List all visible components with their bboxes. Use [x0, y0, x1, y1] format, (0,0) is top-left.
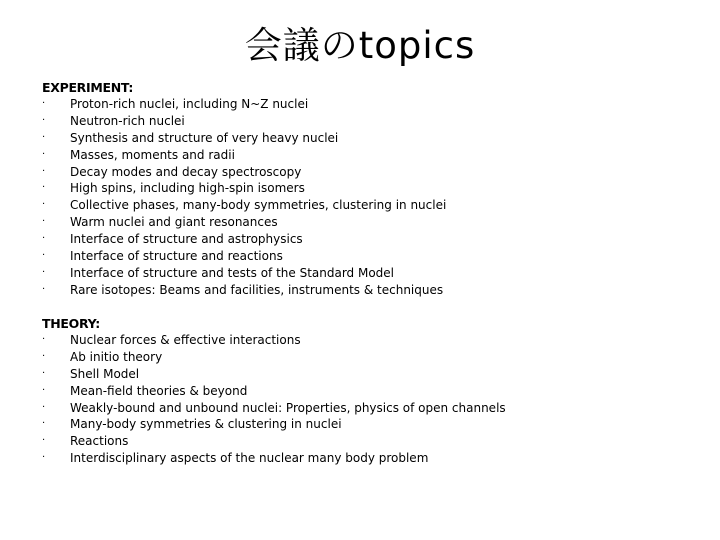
list-item: [42, 214, 712, 231]
experiment-list: [42, 96, 712, 299]
list-item: [42, 248, 712, 265]
list-item: [42, 416, 712, 433]
bullet-icon: ·: [42, 283, 46, 295]
list-item: [42, 147, 712, 164]
list-item-text: Nuclear forces & effective interactions: [70, 333, 301, 347]
bullet-icon: ·: [42, 418, 46, 430]
list-item: [42, 400, 712, 417]
list-item: [42, 180, 712, 197]
theory-section: [42, 315, 712, 467]
list-item-text: Interface of structure and reactions: [70, 249, 283, 264]
list-item-text: Masses, moments and radii: [70, 147, 235, 162]
bullet-icon: ·: [42, 98, 46, 109]
list-item-text: Neutron-rich nuclei: [70, 113, 185, 128]
bullet-icon: ·: [42, 334, 46, 345]
bullet-icon: ·: [42, 367, 46, 379]
list-item: [42, 113, 712, 130]
list-item: [42, 332, 712, 349]
list-item: [42, 383, 712, 400]
bullet-icon: ·: [42, 216, 46, 228]
list-item-text: Mean-field theories & beyond: [70, 383, 248, 398]
list-item: [42, 265, 712, 282]
list-item: [42, 282, 712, 299]
bullet-icon: ·: [42, 233, 46, 245]
list-item-text: Weakly-bound and unbound nuclei: Properties, physics of open channels: [70, 400, 506, 415]
list-item: [42, 366, 712, 383]
bullet-icon: ·: [42, 452, 46, 464]
list-item: [42, 197, 712, 214]
bullet-icon: ·: [42, 165, 46, 177]
list-item: [42, 433, 712, 450]
bullet-icon: ·: [42, 199, 46, 211]
list-item-text: Interface of structure and astrophysics: [70, 232, 303, 247]
bullet-icon: ·: [42, 266, 46, 278]
bullet-icon: ·: [42, 384, 46, 396]
list-item-text: Synthesis and structure of very heavy nuclei: [70, 130, 339, 145]
bullet-icon: ·: [42, 182, 46, 194]
bullet-icon: ·: [42, 114, 46, 126]
list-item-text: Proton-rich nuclei, including N~Z nuclei: [70, 97, 309, 111]
bullet-icon: ·: [42, 148, 46, 160]
list-item-text: Shell Model: [70, 366, 140, 381]
list-item: [42, 349, 712, 366]
experiment-section: [42, 79, 712, 299]
experiment-heading: EXPERIMENT:: [42, 80, 134, 95]
list-item-text: Collective phases, many-body symmetries, clustering in nuclei: [70, 198, 447, 213]
bullet-icon: ·: [42, 350, 46, 362]
bullet-icon: ·: [42, 131, 46, 143]
theory-heading: THEORY:: [42, 316, 100, 331]
slide-title: 会議のtopics: [244, 24, 476, 67]
bullet-icon: ·: [42, 435, 46, 447]
list-item: [42, 164, 712, 181]
list-item-text: Rare isotopes: Beams and facilities, instruments & techniques: [70, 282, 444, 297]
list-item: [42, 231, 712, 248]
list-item: [42, 130, 712, 147]
list-item: [42, 96, 712, 113]
theory-list: [42, 332, 712, 467]
list-item-text: Reactions: [70, 434, 129, 449]
list-item-text: Decay modes and decay spectroscopy: [70, 164, 302, 179]
list-item-text: Interface of structure and tests of the Standard Model: [70, 265, 395, 280]
list-item-text: Many-body symmetries & clustering in nuclei: [70, 417, 342, 432]
bullet-icon: ·: [42, 401, 46, 413]
list-item: [42, 450, 712, 467]
list-item-text: High spins, including high-spin isomers: [70, 181, 305, 196]
list-item-text: Warm nuclei and giant resonances: [70, 215, 278, 230]
list-item-text: Interdisciplinary aspects of the nuclear many body problem: [70, 451, 429, 466]
bullet-icon: ·: [42, 250, 46, 262]
list-item-text: Ab initio theory: [70, 349, 163, 364]
